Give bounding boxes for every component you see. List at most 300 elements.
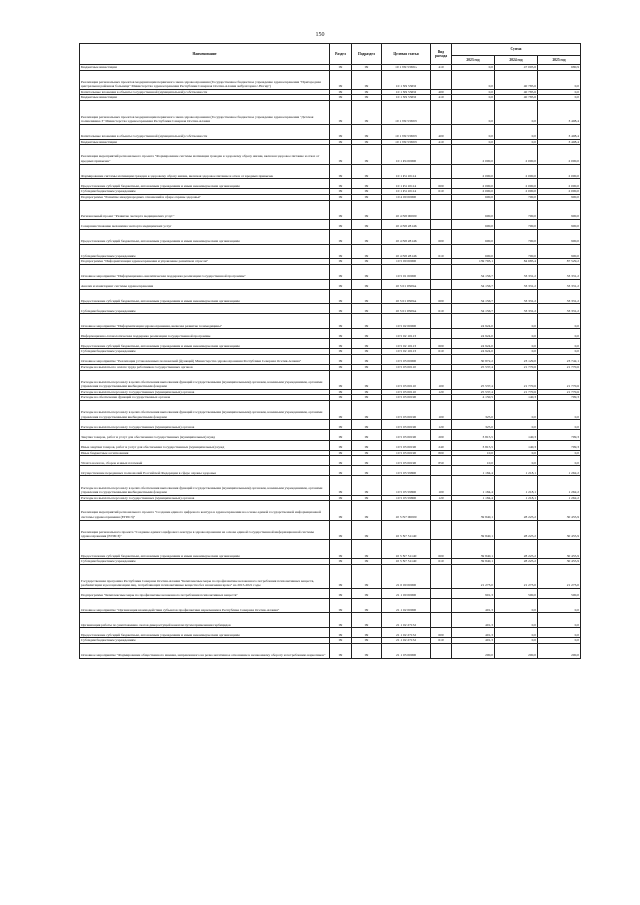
row-target-item: 10 5 00 00000 <box>382 259 431 265</box>
row-sum-2025: 3 408,4 <box>538 124 581 139</box>
row-subsection: 09 <box>352 638 382 644</box>
table-row <box>80 588 581 598</box>
row-subsection: 09 <box>352 598 382 613</box>
row-sum-2024: 28 225,2 <box>495 559 538 565</box>
row-target-item: 21 1 02 27152 <box>382 628 431 638</box>
row-section: 09 <box>330 124 352 139</box>
row-target-item: 21 1 02 27152 <box>382 638 431 644</box>
table-row <box>80 564 581 588</box>
row-sum-2024: 0,0 <box>495 638 538 644</box>
row-section: 09 <box>330 349 352 355</box>
table-row <box>80 200 581 219</box>
table-body <box>80 65 581 659</box>
row-sum-2023: 21 273,0 <box>452 564 495 588</box>
row-sum-2023: 24 924,0 <box>452 329 495 339</box>
row-sum-2025: 0,0 <box>538 628 581 638</box>
row-section: 09 <box>330 365 352 371</box>
row-sum-2024: 700,0 <box>495 219 538 229</box>
row-target-item: 10 5 02 10113 <box>382 329 431 339</box>
row-sum-2023: 325,0 <box>452 401 495 420</box>
row-expense-type: 200 <box>431 430 452 440</box>
row-sum-2025: 0,0 <box>538 456 581 466</box>
row-target-item: 10 4 N8 28146 <box>382 229 431 244</box>
table-row <box>80 219 581 229</box>
row-subsection: 09 <box>352 588 382 598</box>
row-section: 09 <box>330 314 352 329</box>
row-section: 09 <box>330 70 352 89</box>
row-target-item: 10 5 01 0509A <box>382 289 431 304</box>
row-section: 09 <box>330 495 352 501</box>
row-target-item: 10 1 N9 5365N <box>382 139 431 145</box>
row-sum-2024: 0,0 <box>495 598 538 613</box>
row-sum-2023: 0,0 <box>452 95 495 101</box>
row-sum-2024: 28 225,2 <box>495 501 538 520</box>
row-subsection: 09 <box>352 244 382 259</box>
row-expense-type: 610 <box>431 559 452 565</box>
row-subsection: 09 <box>352 370 382 389</box>
row-expense-type <box>431 279 452 289</box>
row-name: Основное мероприятие "Формирование общественного мнения, направленного на резко негативное отношение к незаконному обороту и потреблению наркотиков" <box>80 643 330 658</box>
row-sum-2024: 0,0 <box>495 101 538 125</box>
row-expense-type <box>431 354 452 364</box>
row-sum-2024: 0,0 <box>495 401 538 420</box>
row-sum-2024: 0,0 <box>495 613 538 628</box>
row-name: Предоставление субсидий бюджетным, автономным учреждениям и иным некоммерческим организациям <box>80 179 330 189</box>
row-sum-2025: 87 529,2 <box>538 259 581 265</box>
row-target-item: 21 1 02 00000 <box>382 598 431 613</box>
row-subsection: 09 <box>352 501 382 520</box>
row-sum-2024: 700,0 <box>495 229 538 244</box>
row-expense-type <box>431 101 452 125</box>
row-section: 09 <box>330 289 352 304</box>
row-name: Бюджетные инвестиции <box>80 139 330 145</box>
row-sum-2024: 200,0 <box>495 643 538 658</box>
row-name: Расходы на выплаты персоналу в целях обеспечения выполнения функций государственными (муниципальными) органами, казенными учреждениями, органами управления государственными внебюджетными фондами <box>80 370 330 389</box>
row-section: 09 <box>330 279 352 289</box>
row-subsection: 09 <box>352 450 382 456</box>
row-section: 09 <box>330 259 352 265</box>
row-expense-type: 600 <box>431 229 452 244</box>
row-target-item: 10 5 01 00000 <box>382 264 431 279</box>
row-subsection: 09 <box>352 194 382 200</box>
row-sum-2024: 500,0 <box>495 588 538 598</box>
row-section: 09 <box>330 164 352 179</box>
row-sum-2024: 2 000,0 <box>495 189 538 195</box>
row-subsection: 09 <box>352 279 382 289</box>
row-sum-2024: 2 000,0 <box>495 145 538 164</box>
row-sum-2025: 3 408,4 <box>538 139 581 145</box>
row-section: 09 <box>330 638 352 644</box>
row-sum-2024: 21 770,6 <box>495 389 538 395</box>
row-sum-2025: 0,0 <box>538 598 581 613</box>
row-expense-type <box>431 598 452 613</box>
row-section: 09 <box>330 389 352 395</box>
row-sum-2024: 0,0 <box>495 339 538 349</box>
row-subsection: 09 <box>352 65 382 71</box>
row-name: Реализация регионального проекта "Создание единого цифрового контура в здравоохранении на основе единой государственной информационной системы здравоохранения (ЕГИСЗ)" <box>80 520 330 539</box>
page-number: 150 <box>315 32 325 38</box>
row-expense-type <box>431 145 452 164</box>
row-section: 09 <box>330 476 352 495</box>
row-subsection: 09 <box>352 179 382 189</box>
row-sum-2025: 900,0 <box>538 219 581 229</box>
row-sum-2024: 40 785,6 <box>495 70 538 89</box>
table-row <box>80 440 581 450</box>
row-target-item: 10 5 02 00000 <box>382 314 431 329</box>
row-sum-2023: 10,0 <box>452 450 495 456</box>
row-sum-2023: 24 924,0 <box>452 349 495 355</box>
row-section: 09 <box>330 395 352 401</box>
row-sum-2023: 10,0 <box>452 456 495 466</box>
row-section: 09 <box>330 564 352 588</box>
row-subsection: 09 <box>352 349 382 355</box>
row-sum-2023: 0,0 <box>452 101 495 125</box>
row-sum-2023: 2 000,0 <box>452 179 495 189</box>
row-subsection: 09 <box>352 70 382 89</box>
row-sum-2024: 33 331,2 <box>495 279 538 289</box>
row-section: 09 <box>330 304 352 314</box>
row-sum-2023: 2 000,0 <box>452 164 495 179</box>
row-section: 09 <box>330 339 352 349</box>
row-subsection: 09 <box>352 495 382 501</box>
row-subsection: 09 <box>352 124 382 139</box>
row-section: 09 <box>330 200 352 219</box>
row-section: 09 <box>330 370 352 389</box>
row-name: Расходы на выплаты персоналу государственных (муниципальных) органов <box>80 420 330 430</box>
row-sum-2023: 0,0 <box>452 70 495 89</box>
row-name: Основное мероприятие "Организация взаимодействия субъектов профилактики наркомании в Республике Северная Осетия-Алания" <box>80 598 330 613</box>
row-name: Иные закупки товаров, работ и услуг для обеспечения государственных (муниципальных) нужд <box>80 440 330 450</box>
row-section: 09 <box>330 501 352 520</box>
row-sum-2023: 600,0 <box>452 244 495 259</box>
row-target-item: 21 1 00 00000 <box>382 588 431 598</box>
row-name: Расходы на выплаты персоналу в целях обеспечения выполнения функций государственными (муниципальными) органами, казенными учреждениями, органами управления государственными внебюджетными фондами <box>80 476 330 495</box>
header-target-item: Целевая статья <box>382 44 431 65</box>
row-sum-2024: 47 005,6 <box>495 65 538 71</box>
table-row <box>80 179 581 189</box>
row-target-item: 10 5 02 10113 <box>382 339 431 349</box>
row-section: 09 <box>330 520 352 539</box>
row-name: Реализация региональных проектов модернизации первичного звена здравоохранения (Государственное бюджетное учреждение здравоохранения "Пригородная центральная районная больница" Министерства здравоохранения Республики Северная Осетия-Алания амбулатория с.Ногир") <box>80 70 330 89</box>
row-target-item: 10 5 03 00190 <box>382 395 431 401</box>
row-subsection: 09 <box>352 200 382 219</box>
table-row <box>80 244 581 259</box>
row-sum-2025: 900,0 <box>538 229 581 244</box>
row-expense-type: 400 <box>431 124 452 139</box>
row-section: 09 <box>330 450 352 456</box>
row-name: Уплата налогов, сборов и иных платежей <box>80 456 330 466</box>
row-subsection: 09 <box>352 430 382 440</box>
row-subsection: 09 <box>352 466 382 476</box>
row-target-item: 10 5 03 00110 <box>382 365 431 371</box>
row-expense-type <box>431 70 452 89</box>
row-subsection: 09 <box>352 139 382 145</box>
row-expense-type: 800 <box>431 450 452 456</box>
row-sum-2024: 140,3 <box>495 440 538 450</box>
row-expense-type: 410 <box>431 65 452 71</box>
row-expense-type <box>431 613 452 628</box>
row-sum-2023: 39 840,1 <box>452 559 495 565</box>
row-expense-type: 400 <box>431 89 452 95</box>
row-expense-type: 120 <box>431 389 452 395</box>
row-target-item: 10 1 N9 5365N <box>382 124 431 139</box>
row-sum-2023: 0,0 <box>452 89 495 95</box>
row-name: Расходы на выплаты персоналу государственных (муниципальных) органов <box>80 495 330 501</box>
row-sum-2025: 33 331,2 <box>538 264 581 279</box>
row-sum-2025: 33 331,2 <box>538 279 581 289</box>
row-sum-2025: 500,0 <box>538 588 581 598</box>
row-expense-type <box>431 314 452 329</box>
table-row <box>80 613 581 628</box>
row-sum-2025: 21 770,6 <box>538 370 581 389</box>
row-subsection: 09 <box>352 329 382 339</box>
row-name: Субсидии бюджетным учреждениям <box>80 349 330 355</box>
row-sum-2024: 700,0 <box>495 200 538 219</box>
row-sum-2024: 700,0 <box>495 244 538 259</box>
row-subsection: 09 <box>352 189 382 195</box>
row-name: Расходы на выплаты по оплате труда работников государственных органов <box>80 365 330 371</box>
row-section: 09 <box>330 559 352 565</box>
row-section: 09 <box>330 354 352 364</box>
row-target-item: 10 1 N9 5365I <box>382 70 431 89</box>
row-sum-2025: 200,0 <box>538 643 581 658</box>
row-name: Осуществление переданных полномочий Российской Федерации в сфере охраны здоровья <box>80 466 330 476</box>
row-sum-2024: 21 273,0 <box>495 564 538 588</box>
row-sum-2024: 0,0 <box>495 124 538 139</box>
row-sum-2023: 1 184,4 <box>452 476 495 495</box>
row-sum-2025: 30 455,9 <box>538 539 581 558</box>
row-name: Расходы на обеспечение функций государственных органов <box>80 395 330 401</box>
row-sum-2023: 0,0 <box>452 65 495 71</box>
row-name: Предоставление субсидий бюджетным, автономным учреждениям и иным некоммерческим организациям <box>80 229 330 244</box>
row-sum-2025: 0,0 <box>538 314 581 329</box>
row-expense-type: 600 <box>431 289 452 304</box>
row-target-item: 10 5 03 00190 <box>382 401 431 420</box>
row-sum-2023: 325,0 <box>452 420 495 430</box>
row-sum-2025: 21 770,6 <box>538 389 581 395</box>
row-sum-2025: 33 331,2 <box>538 289 581 304</box>
row-sum-2024: 1 218,1 <box>495 476 538 495</box>
row-sum-2023: 25 537,4 <box>452 389 495 395</box>
row-section: 09 <box>330 329 352 339</box>
row-sum-2025: 21 273,0 <box>538 564 581 588</box>
row-section: 09 <box>330 244 352 259</box>
row-subsection: 09 <box>352 520 382 539</box>
row-name: Предоставление субсидий бюджетным, автономным учреждениям и иным некоммерческим организациям <box>80 539 330 558</box>
row-expense-type: 600 <box>431 539 452 558</box>
row-sum-2023: 34 156,7 <box>452 279 495 289</box>
row-name: Предоставление субсидий бюджетным, автономным учреждениям и иным некоммерческим организациям <box>80 628 330 638</box>
row-subsection: 09 <box>352 89 382 95</box>
row-expense-type <box>431 264 452 279</box>
row-subsection: 09 <box>352 145 382 164</box>
row-section: 09 <box>330 628 352 638</box>
table-row <box>80 643 581 658</box>
table-row <box>80 456 581 466</box>
table-row <box>80 229 581 244</box>
row-sum-2023: 200,0 <box>452 643 495 658</box>
row-sum-2025: 2 000,0 <box>538 164 581 179</box>
row-sum-2025: 1 262,2 <box>538 476 581 495</box>
table-row <box>80 329 581 339</box>
row-sum-2025: 21 770,6 <box>538 365 581 371</box>
row-target-item: 10 5 03 00190 <box>382 456 431 466</box>
row-sum-2024: 21 770,6 <box>495 370 538 389</box>
row-name: Региональный проект "Развитие экспорта медицинских услуг" <box>80 200 330 219</box>
row-sum-2025: 900,0 <box>538 200 581 219</box>
row-sum-2023: 3 815,5 <box>452 440 495 450</box>
row-subsection: 09 <box>352 389 382 395</box>
row-sum-2023: 901,3 <box>452 588 495 598</box>
row-target-item: 10 5 03 00110 <box>382 389 431 395</box>
row-subsection: 09 <box>352 365 382 371</box>
row-expense-type: 410 <box>431 95 452 101</box>
row-section: 09 <box>330 420 352 430</box>
table-row <box>80 598 581 613</box>
table-row <box>80 264 581 279</box>
row-sum-2023: 4 150,5 <box>452 395 495 401</box>
table-row <box>80 145 581 164</box>
row-expense-type <box>431 643 452 658</box>
row-sum-2024: 28 225,2 <box>495 539 538 558</box>
row-target-item: 10 5 03 00190 <box>382 420 431 430</box>
row-expense-type: 600 <box>431 628 452 638</box>
row-sum-2025: 1 262,2 <box>538 495 581 501</box>
row-sum-2023: 600,0 <box>452 200 495 219</box>
row-section: 09 <box>330 539 352 558</box>
row-sum-2025: 2 000,0 <box>538 189 581 195</box>
row-expense-type: 100 <box>431 370 452 389</box>
table-row <box>80 466 581 476</box>
row-sum-2024: 1 218,1 <box>495 495 538 501</box>
row-sum-2023: 1 184,4 <box>452 466 495 476</box>
row-sum-2023: 34 156,7 <box>452 264 495 279</box>
row-target-item: 21 1 03 00000 <box>382 643 431 658</box>
row-expense-type <box>431 219 452 229</box>
row-sum-2024: 140,3 <box>495 395 538 401</box>
row-expense-type: 410 <box>431 139 452 145</box>
row-sum-2023: 1 184,4 <box>452 495 495 501</box>
row-sum-2023: 0,0 <box>452 139 495 145</box>
row-section: 09 <box>330 401 352 420</box>
table-row <box>80 279 581 289</box>
row-name: Реализация мероприятий регионального проекта "Формирование системы мотивации граждан к здоровому образу жизни, включая здоровое питание и отказ от вредных привычек" <box>80 145 330 164</box>
table-row <box>80 401 581 420</box>
row-sum-2024: 0,0 <box>495 420 538 430</box>
row-name: Субсидии бюджетным учреждениям <box>80 638 330 644</box>
row-subsection: 09 <box>352 354 382 364</box>
row-sum-2025: 30 455,9 <box>538 559 581 565</box>
row-subsection: 09 <box>352 420 382 430</box>
row-section: 09 <box>330 65 352 71</box>
row-section: 09 <box>330 613 352 628</box>
table-row <box>80 70 581 89</box>
row-name: Подпрограмма "Развитие международных отношений в сфере охраны здоровья" <box>80 194 330 200</box>
row-sum-2023: 25 537,4 <box>452 365 495 371</box>
row-name: Предоставление субсидий бюджетным, автономным учреждениям и иным некоммерческим организациям <box>80 339 330 349</box>
row-sum-2025: 30 455,9 <box>538 520 581 539</box>
row-section: 09 <box>330 101 352 125</box>
row-expense-type: 120 <box>431 420 452 430</box>
row-subsection: 09 <box>352 440 382 450</box>
row-sum-2024: 84 685,4 <box>495 259 538 265</box>
row-expense-type: 610 <box>431 189 452 195</box>
row-subsection: 09 <box>352 564 382 588</box>
row-name: Капитальные вложения в объекты государственной (муниципальной) собственности <box>80 89 330 95</box>
row-sum-2025: 709,3 <box>538 395 581 401</box>
row-target-item: 10 5 02 10113 <box>382 349 431 355</box>
row-target-item: 10 1 N9 5365N <box>382 101 431 125</box>
row-sum-2023: 34 156,7 <box>452 289 495 304</box>
row-expense-type: 850 <box>431 456 452 466</box>
header-subsection: Подраздел <box>352 44 382 65</box>
row-subsection: 09 <box>352 314 382 329</box>
row-section: 09 <box>330 89 352 95</box>
row-name: Закупка товаров, работ и услуг для обеспечения государственных (муниципальных) нужд <box>80 430 330 440</box>
row-target-item: 10 4 N8 28146 <box>382 244 431 259</box>
row-sum-2024: 33 331,2 <box>495 304 538 314</box>
row-sum-2025: 0,0 <box>538 638 581 644</box>
row-target-item: 10 5 03 59800 <box>382 476 431 495</box>
row-target-item: 10 5 03 00190 <box>382 440 431 450</box>
row-name: Субсидии бюджетным учреждениям <box>80 244 330 259</box>
row-expense-type <box>431 329 452 339</box>
row-name: Основное мероприятие "Информационно-аналитическая поддержка реализации государственной программы" <box>80 264 330 279</box>
row-sum-2025: 23 742,1 <box>538 354 581 364</box>
row-subsection: 09 <box>352 264 382 279</box>
row-sum-2024: 40 785,6 <box>495 89 538 95</box>
header-name: Наименование <box>80 44 330 65</box>
row-target-item: 10 5 03 59800 <box>382 466 431 476</box>
row-sum-2025: 709,3 <box>538 430 581 440</box>
row-name: Анализ и мониторинг системы здравоохранения <box>80 279 330 289</box>
table-row <box>80 370 581 389</box>
row-sum-2024: 0,0 <box>495 450 538 456</box>
row-name: Реализация мероприятий регионального проекта "Создание единого цифрового контура в здравоохранении на основе единой государственной информационной системы здравоохранения (ЕГИСЗ)" <box>80 501 330 520</box>
row-sum-2025: 709,3 <box>538 440 581 450</box>
row-section: 09 <box>330 588 352 598</box>
row-sum-2023: 3 815,5 <box>452 430 495 440</box>
row-sum-2025: 680,9 <box>538 65 581 71</box>
row-sum-2023: 139 793,1 <box>452 259 495 265</box>
row-sum-2025: 0,0 <box>538 613 581 628</box>
row-subsection: 09 <box>352 339 382 349</box>
row-sum-2024: 2 000,0 <box>495 179 538 189</box>
row-sum-2025: 0,0 <box>538 70 581 89</box>
row-expense-type: 600 <box>431 339 452 349</box>
row-name: Субсидии бюджетным учреждениям <box>80 189 330 195</box>
row-target-item: 10 1 P4 00000 <box>382 145 431 164</box>
row-sum-2023: 39 840,1 <box>452 520 495 539</box>
table-row <box>80 520 581 539</box>
row-subsection: 09 <box>352 628 382 638</box>
row-target-item: 10 1 N9 5365I <box>382 89 431 95</box>
row-subsection: 09 <box>352 219 382 229</box>
row-target-item: 10 5 03 00000 <box>382 354 431 364</box>
table-row <box>80 354 581 364</box>
row-subsection: 09 <box>352 613 382 628</box>
row-sum-2024: 0,0 <box>495 329 538 339</box>
row-sum-2025: 30 455,9 <box>538 501 581 520</box>
row-expense-type: 610 <box>431 638 452 644</box>
row-subsection: 09 <box>352 476 382 495</box>
header-sum: Сумма <box>452 44 581 56</box>
row-sum-2023: 24 924,0 <box>452 339 495 349</box>
row-sum-2025: 0,0 <box>538 329 581 339</box>
row-expense-type <box>431 520 452 539</box>
row-sum-2024: 23 129,0 <box>495 354 538 364</box>
row-sum-2024: 21 770,6 <box>495 365 538 371</box>
